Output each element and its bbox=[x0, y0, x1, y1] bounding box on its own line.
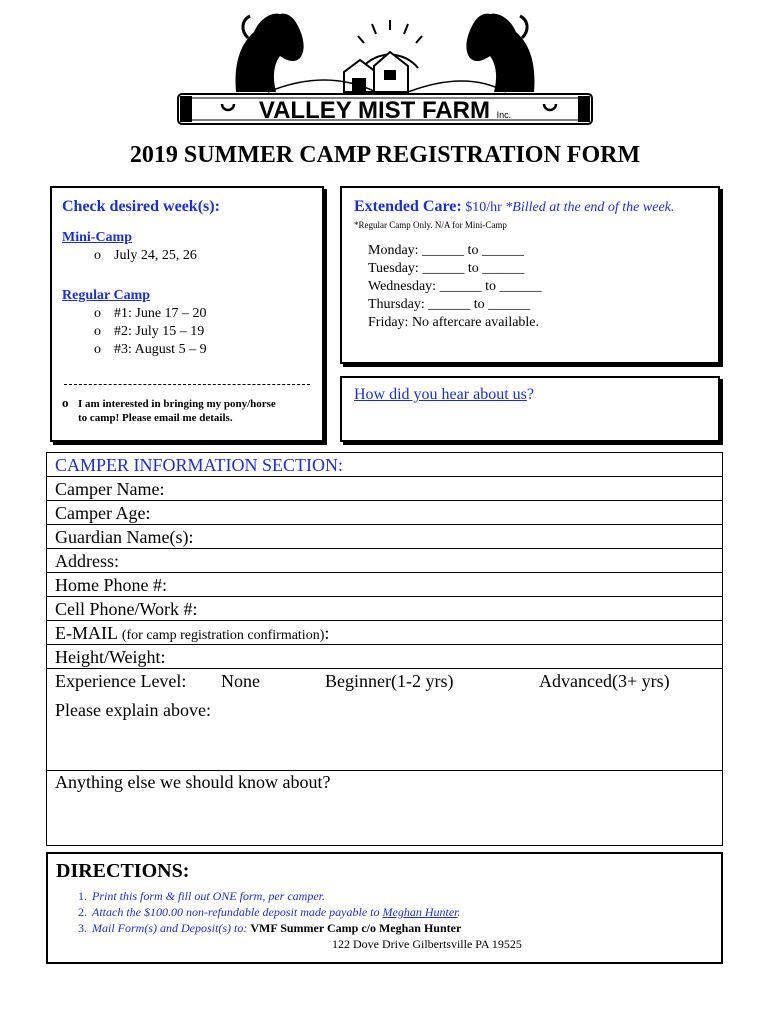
direction-step-3: 3. Mail Form(s) and Deposit(s) to: VMF Summer Camp c/o Meghan Hunter bbox=[78, 921, 462, 935]
care-day-friday: Friday: No aftercare available. bbox=[368, 315, 540, 330]
weeks-box bbox=[50, 186, 324, 442]
checkbox-circle-icon[interactable]: o bbox=[94, 248, 101, 263]
hear-question-mark: ? bbox=[526, 386, 534, 403]
extended-care-header bbox=[354, 198, 674, 216]
experience-beginner[interactable]: Beginner(1-2 yrs) bbox=[325, 671, 454, 691]
regular-week-2[interactable] bbox=[94, 324, 204, 340]
checkbox-circle-icon[interactable]: o bbox=[94, 306, 101, 321]
weeks-heading: Check desired week(s): bbox=[62, 198, 220, 215]
regular-only-note: *Regular Camp Only. N/A for Mini-Camp bbox=[354, 220, 507, 230]
regular-week-3[interactable] bbox=[94, 342, 207, 358]
hear-question bbox=[354, 386, 534, 404]
care-day-wednesday[interactable]: Wednesday: ______ to ______ bbox=[368, 279, 542, 294]
camper-information-section bbox=[46, 452, 723, 846]
pony-note[interactable] bbox=[62, 396, 276, 425]
experience-none[interactable]: None bbox=[221, 671, 260, 691]
farm-logo bbox=[176, 8, 594, 126]
email-label: E-MAIL bbox=[55, 623, 118, 643]
care-day-monday[interactable]: Monday: ______ to ______ bbox=[368, 243, 524, 258]
checkbox-circle-icon[interactable]: o bbox=[62, 395, 69, 410]
step-2-end: . bbox=[457, 905, 461, 919]
camper-section-title: CAMPER INFORMATION SECTION: bbox=[47, 453, 722, 477]
step-2-text: Attach the $100.00 non-refundable deposit made payable to bbox=[92, 905, 383, 919]
directions-title: DIRECTIONS: bbox=[56, 860, 190, 882]
regular-camp-label: Regular Camp bbox=[62, 288, 151, 303]
anything-else-field[interactable]: Anything else we should know about? bbox=[55, 772, 331, 792]
logo-suffix: Inc. bbox=[496, 110, 512, 120]
directions-box bbox=[46, 852, 723, 964]
email-colon: : bbox=[324, 623, 330, 643]
home-phone-field[interactable]: Home Phone #: bbox=[47, 573, 722, 597]
step-3-text: Mail Form(s) and Deposit(s) to: bbox=[92, 921, 248, 935]
pony-note-line2: to camp! Please email me details. bbox=[78, 412, 233, 424]
experience-label: Experience Level: bbox=[55, 671, 187, 691]
page-title: 2019 SUMMER CAMP REGISTRATION FORM bbox=[129, 142, 641, 168]
divider bbox=[64, 384, 310, 385]
mail-addressee: VMF Summer Camp c/o Meghan Hunter bbox=[250, 921, 462, 935]
hear-question-text: How did you hear about us bbox=[354, 386, 527, 403]
week-3-dates: #3: August 5 – 9 bbox=[114, 342, 207, 357]
week-1-dates: #1: June 17 – 20 bbox=[114, 306, 207, 321]
care-days bbox=[368, 242, 541, 332]
explain-field[interactable]: Please explain above: bbox=[47, 693, 722, 771]
week-2-dates: #2: July 15 – 19 bbox=[114, 324, 205, 339]
hear-about-box[interactable] bbox=[340, 376, 720, 442]
email-field[interactable] bbox=[47, 621, 722, 645]
checkbox-circle-icon[interactable]: o bbox=[94, 324, 101, 339]
direction-step-2: 2. Attach the $100.00 non-refundable deposit made payable to Meghan Hunter. bbox=[78, 905, 461, 919]
guardian-name-field[interactable]: Guardian Name(s): bbox=[47, 525, 722, 549]
height-weight-field[interactable]: Height/Weight: bbox=[47, 645, 722, 669]
mini-camp-dates: July 24, 25, 26 bbox=[114, 248, 197, 263]
extended-care-rate: $10/hr bbox=[465, 200, 502, 215]
extended-care-box bbox=[340, 186, 720, 364]
camper-name-field[interactable]: Camper Name: bbox=[47, 477, 722, 501]
cell-phone-field[interactable]: Cell Phone/Work #: bbox=[47, 597, 722, 621]
payee-link[interactable]: Meghan Hunter bbox=[382, 905, 458, 919]
regular-week-1[interactable] bbox=[94, 306, 207, 322]
care-day-tuesday[interactable]: Tuesday: ______ to ______ bbox=[368, 261, 525, 276]
mini-camp-label: Mini-Camp bbox=[62, 230, 132, 245]
mini-camp-option[interactable] bbox=[94, 248, 197, 264]
extended-care-heading: Extended Care: bbox=[354, 198, 462, 215]
experience-advanced[interactable]: Advanced(3+ yrs) bbox=[539, 671, 670, 691]
mail-address: 122 Dove Drive Gilbertsville PA 19525 bbox=[332, 937, 522, 951]
billing-note: *Billed at the end of the week. bbox=[505, 200, 675, 215]
pony-note-line1: I am interested in bringing my pony/horse bbox=[78, 398, 276, 410]
camper-age-field[interactable]: Camper Age: bbox=[47, 501, 722, 525]
care-day-thursday[interactable]: Thursday: ______ to ______ bbox=[368, 297, 531, 312]
logo-wordmark bbox=[176, 94, 594, 128]
address-field[interactable]: Address: bbox=[47, 549, 722, 573]
experience-level-row bbox=[47, 669, 722, 693]
email-sub-label: (for camp registration confirmation) bbox=[121, 628, 325, 643]
step-1-text: Print this form & fill out ONE form, per camper. bbox=[92, 889, 326, 903]
direction-step-1: 1. Print this form & fill out ONE form, per camper. bbox=[78, 889, 326, 903]
checkbox-circle-icon[interactable]: o bbox=[94, 342, 101, 357]
logo-name: VALLEY MIST FARM bbox=[258, 97, 490, 124]
directions-list bbox=[78, 888, 522, 952]
